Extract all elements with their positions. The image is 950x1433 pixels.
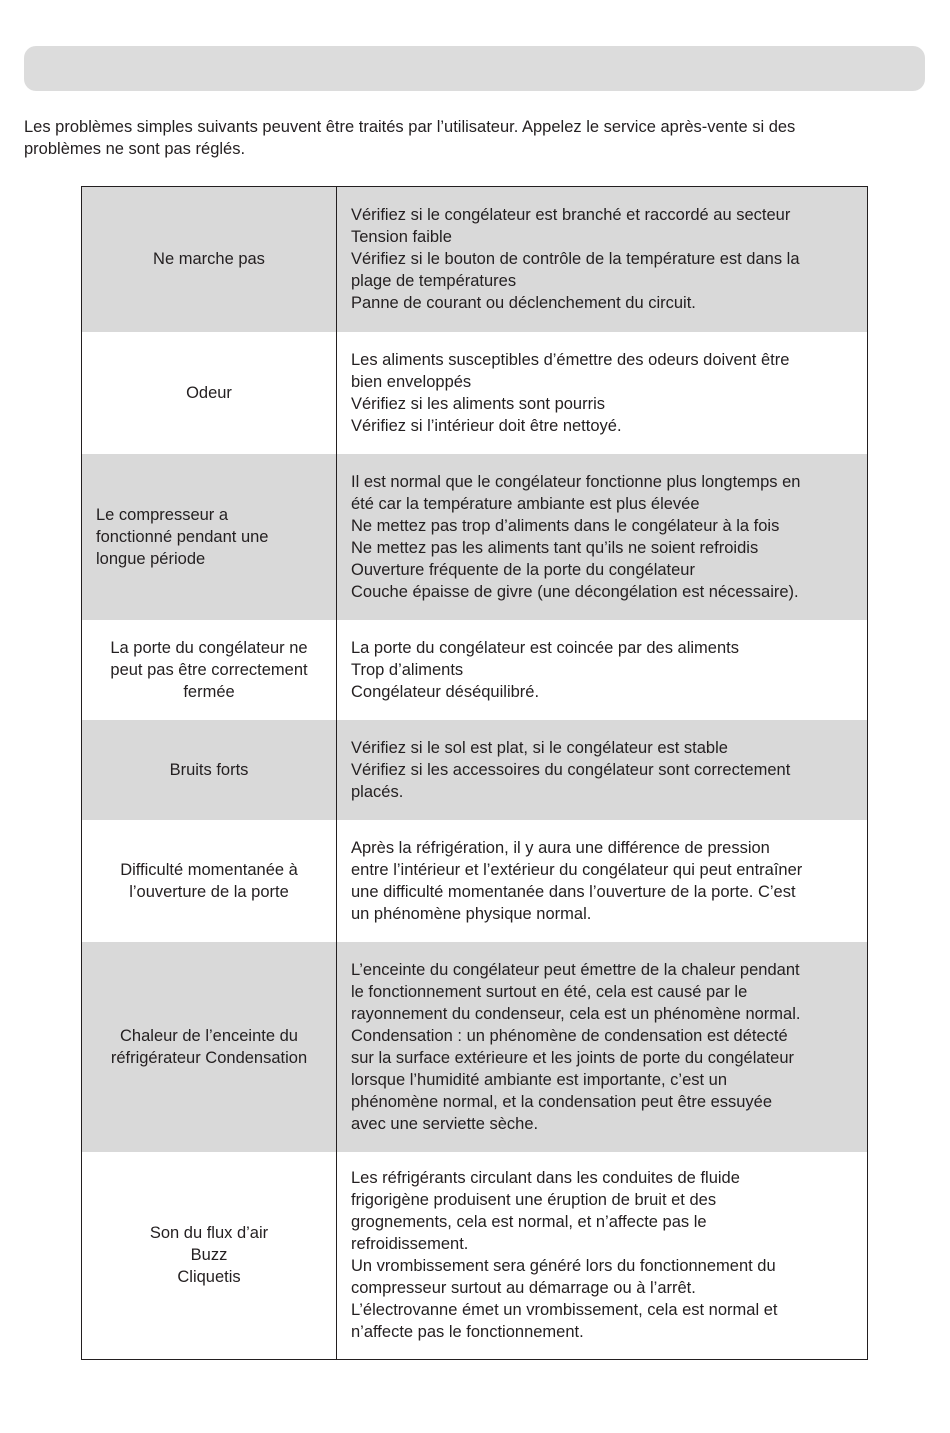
solution-line: Après la réfrigération, il y aura une différence de pression — [351, 838, 770, 857]
problem-line: Bruits forts — [169, 760, 249, 779]
section-header-bar — [24, 46, 925, 91]
table-row — [82, 454, 868, 620]
solution-line: Vérifiez si les aliments sont pourris — [351, 394, 606, 413]
solution-line: plage de températures — [351, 272, 517, 291]
solution-line: Couche épaisse de givre (une décongélation est nécessaire). — [351, 582, 799, 601]
problem-line: Chaleur de l’enceinte du — [120, 1026, 298, 1045]
problem-line: Odeur — [186, 383, 232, 402]
solution-line: Condensation : un phénomène de condensation est détecté — [351, 1026, 788, 1045]
problem-line: fonctionné pendant une — [96, 527, 269, 546]
solution-line: lorsque l’humidité ambiante est importante, c’est un — [351, 1070, 728, 1089]
problem-line: l’ouverture de la porte — [129, 882, 289, 901]
problem-line: Buzz — [190, 1246, 228, 1265]
solution-line: Vérifiez si le sol est plat, si le congélateur est stable — [351, 738, 728, 757]
table-row — [82, 1152, 868, 1360]
problem-cell — [82, 820, 337, 942]
problem-line: Le compresseur a — [96, 505, 229, 524]
table-row — [82, 942, 868, 1152]
problem-cell — [82, 332, 337, 454]
solution-line: Panne de courant ou déclenchement du circuit. — [351, 294, 696, 313]
problem-line: réfrigérateur Condensation — [110, 1048, 308, 1067]
solution-line: Vérifiez si le congélateur est branché et raccordé au secteur — [351, 206, 791, 225]
solution-line: Trop d’aliments — [351, 660, 464, 679]
solution-line: Ne mettez pas les aliments tant qu’ils ne soient refroidis — [351, 538, 759, 557]
intro-line: problèmes ne sont pas réglés. — [24, 140, 246, 158]
solution-line: grognements, cela est normal, et n’affecte pas le — [351, 1213, 707, 1232]
solution-line: Tension faible — [351, 228, 452, 247]
problem-line: La porte du congélateur ne — [110, 638, 308, 657]
solution-line: une difficulté momentanée dans l’ouverture de la porte. C’est — [351, 882, 796, 901]
intro-line: Les problèmes simples suivants peuvent être traités par l’utilisateur. Appelez le service après-vente si des — [24, 118, 796, 136]
solution-line: placés. — [351, 782, 404, 801]
solution-line: rayonnement du condenseur, cela est un phénomène normal. — [351, 1004, 801, 1023]
problem-line: Son du flux d’air — [149, 1224, 269, 1243]
table-row — [82, 820, 868, 942]
problem-line: peut pas être correctement — [110, 660, 308, 679]
troubleshooting-table — [81, 186, 868, 1360]
solution-line: été car la température ambiante est plus élevée — [351, 494, 700, 513]
solution-line: Les réfrigérants circulant dans les conduites de fluide — [351, 1169, 740, 1188]
problem-cell — [82, 620, 337, 720]
problem-line: Ne marche pas — [153, 250, 265, 269]
problem-line: fermée — [183, 682, 235, 701]
intro-paragraph — [24, 116, 924, 160]
solution-cell — [337, 332, 868, 454]
solution-line: phénomène normal, et la condensation peut être essuyée — [351, 1092, 773, 1111]
solution-line: L’électrovanne émet un vrombissement, cela est normal et — [351, 1301, 778, 1320]
solution-line: Un vrombissement sera généré lors du fonctionnement du — [351, 1257, 776, 1276]
solution-line: frigorigène produisent une éruption de bruit et des — [351, 1191, 717, 1210]
solution-line: L’enceinte du congélateur peut émettre de la chaleur pendant — [351, 960, 800, 979]
table-row — [82, 620, 868, 720]
table-row — [82, 720, 868, 820]
solution-line: Vérifiez si le bouton de contrôle de la température est dans la — [351, 250, 800, 269]
solution-line: Ne mettez pas trop d’aliments dans le congélateur à la fois — [351, 516, 780, 535]
solution-line: bien enveloppés — [351, 372, 472, 391]
problem-line: Cliquetis — [177, 1268, 241, 1287]
solution-cell — [337, 720, 868, 820]
solution-line: compresseur surtout au démarrage ou à l’arrêt. — [351, 1279, 696, 1298]
solution-line: le fonctionnement surtout en été, cela est causé par le — [351, 982, 748, 1001]
table-row — [82, 332, 868, 454]
problem-cell — [82, 454, 337, 620]
solution-line: Vérifiez si les accessoires du congélateur sont correctement — [351, 760, 791, 779]
solution-line: La porte du congélateur est coincée par des aliments — [351, 638, 739, 657]
solution-line: Vérifiez si l’intérieur doit être nettoyé. — [351, 416, 622, 435]
solution-line: Il est normal que le congélateur fonctionne plus longtemps en — [351, 472, 801, 491]
problem-cell — [82, 942, 337, 1152]
solution-line: n’affecte pas le fonctionnement. — [351, 1323, 584, 1342]
solution-line: Ouverture fréquente de la porte du congélateur — [351, 560, 695, 579]
table-row — [82, 187, 868, 332]
solution-line: entre l’intérieur et l’extérieur du congélateur qui peut entraîner — [351, 860, 803, 879]
problem-line: Difficulté momentanée à — [120, 860, 298, 879]
solution-line: Les aliments susceptibles d’émettre des odeurs doivent être — [351, 350, 790, 369]
solution-line: sur la surface extérieure et les joints de porte du congélateur — [351, 1048, 795, 1067]
solution-cell — [337, 620, 868, 720]
problem-cell — [82, 720, 337, 820]
solution-cell — [337, 820, 868, 942]
solution-cell — [337, 1152, 868, 1360]
solution-cell — [337, 454, 868, 620]
solution-line: un phénomène physique normal. — [351, 904, 592, 923]
problem-cell — [82, 187, 337, 332]
problem-line: longue période — [96, 549, 206, 568]
problem-cell — [82, 1152, 337, 1360]
solution-cell — [337, 187, 868, 332]
solution-line: refroidissement. — [351, 1235, 469, 1254]
solution-cell — [337, 942, 868, 1152]
solution-line: avec une serviette sèche. — [351, 1114, 539, 1133]
solution-line: Congélateur déséquilibré. — [351, 682, 540, 701]
